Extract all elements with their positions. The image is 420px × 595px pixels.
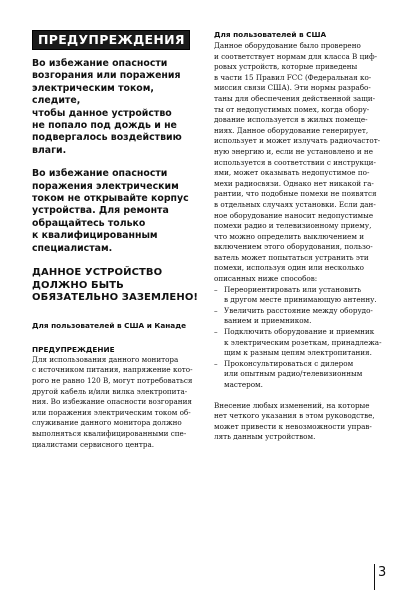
measures-list xyxy=(214,285,390,391)
list-item: – Проконсультироваться с дилером или опытным радио/телевизионным мастером. xyxy=(214,359,390,391)
list-item: – Переориентировать или установить в другом месте принимающую антенну. xyxy=(214,285,390,306)
page-number-rule xyxy=(374,564,375,590)
warnings-heading: ПРЕДУПРЕЖДЕНИЯ xyxy=(32,30,190,50)
warning-do-not-open: Во избежание опасности поражения электрическим током не открывайте корпус устройства. Для ремонта обращайтесь только к квалифицированным специалистам. xyxy=(32,168,189,254)
warning-moisture: Во избежание опасности возгорания или поражения электрическим током, следите, чтобы данное устройство не попало под дождь и не подвергалось воздействию влаги. xyxy=(32,58,182,156)
section-title-usa: Для пользователей в США xyxy=(214,30,327,39)
section-title-usa-canada: Для пользователей в США и Канаде xyxy=(32,320,187,330)
caution-body: Для использования данного монитора с источником питания, напряжение кото- рого не равно 120 В, могут потребоваться другой кабель и/или вилка электропита- ния. Во избежание опасности возгорания или поражения электрическим током об- служивание данного монитора должно выполняться квалифицированными спе- циалистами сервисного центра. xyxy=(32,354,193,449)
caution-subtitle: ПРЕДУПРЕЖДЕНИЕ xyxy=(32,344,115,354)
modifications-note: Внесение любых изменений, на которые нет четкого указания в этом руководстве, может привести к невозможности управ- лять данным устройством. xyxy=(214,400,375,442)
list-item: – Увеличить расстояние между оборудо- ванием и приемником. xyxy=(214,306,390,327)
right-column xyxy=(214,30,390,443)
page-number: 3 xyxy=(378,565,387,580)
fcc-body: Данное оборудование было проверено и соответствует нормам для класса В циф- ровых устройств, которые приведены в части 15 Правил FCC (Федеральная ко- миссия связи США). Эти нормы разрабо- таны для обеспечения действенной защи- ты от недопустимых помех, когда обору- дование используется в жилых помеще- ниях. Данное оборудование генерирует, использует и может излучать радиочастот- ную энергию и, если не установлено и не используется в соответствии с инструкци- ями, может оказывать недопустимое по- мехи радиосвязи. Однако нет никакой га- рантии, что подобные помехи не появятся в отдельных случаях установки. Если дан- ное оборудование наносит недопустимые помехи радио и телевизионному приему, что можно определить выключением и включением этого оборудования, пользо- ватель может попытаться устранить эти помехи, используя один или несколько описанных ниже способов: xyxy=(214,41,381,284)
warning-grounding: ДАННОЕ УСТРОЙСТВО ДОЛЖНО БЫТЬ ОБЯЗАТЕЛЬНО ЗАЗЕМЛЕНО! xyxy=(32,267,199,304)
list-item: – Подключить оборудование и приемник к электрическим розеткам, принадлежа- щим к разным цепям электропитания. xyxy=(214,327,390,359)
left-column xyxy=(32,30,204,450)
